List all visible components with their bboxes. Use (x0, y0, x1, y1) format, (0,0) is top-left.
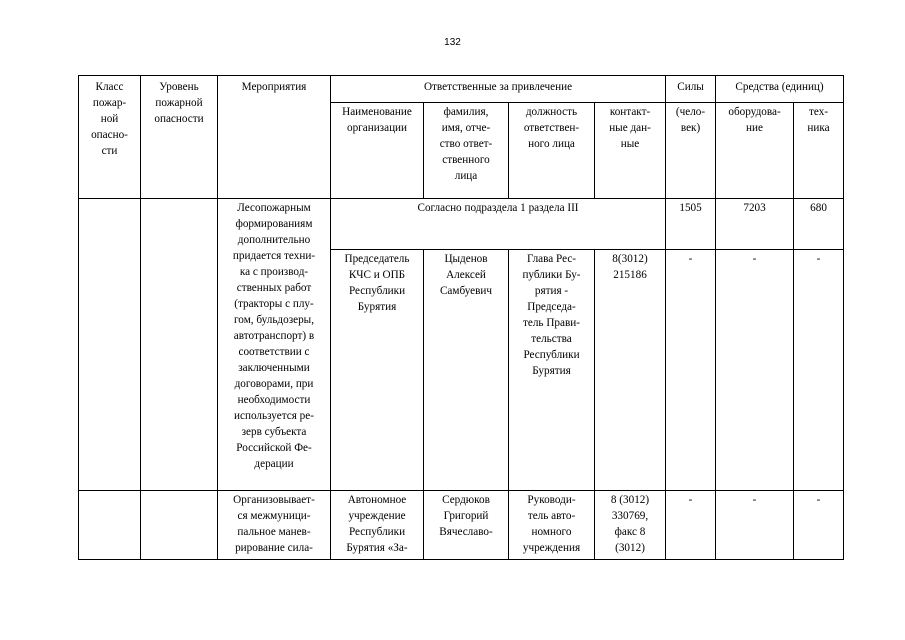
equipment-cell: 7203 (716, 199, 794, 250)
header-means: Средства (единиц) (716, 76, 844, 103)
org-cell: Автономное учреждение Республики Бурятия «За- (331, 491, 424, 560)
page-number: 132 (444, 37, 461, 48)
contact-cell: 8(3012) 215186 (595, 250, 666, 491)
measure-cell: Организовывает- ся межмуници- пальное манев- рирование сила- (218, 491, 331, 560)
table-row (79, 199, 844, 250)
level-cell (141, 491, 218, 560)
equipment-cell: - (716, 491, 794, 560)
class-cell (79, 491, 141, 560)
people-cell: 1505 (666, 199, 716, 250)
header-machinery: тех- ника (794, 102, 844, 198)
header-equipment: оборудова- ние (716, 102, 794, 198)
header-contact: контакт- ные дан- ные (595, 102, 666, 198)
header-level: Уровень пожарной опасности (141, 76, 218, 199)
machinery-cell: - (794, 491, 844, 560)
header-people: (чело- век) (666, 102, 716, 198)
position-cell: Руководи- тель авто- номного учреждения (509, 491, 595, 560)
header-class: Класс пожар- ной опасно- сти (79, 76, 141, 199)
header-row-main (79, 76, 844, 103)
fire-response-table (78, 75, 844, 560)
name-cell: Сердюков Григорий Вячеславо- (424, 491, 509, 560)
header-org: Наименование организации (331, 102, 424, 198)
machinery-cell: 680 (794, 199, 844, 250)
org-cell: Председатель КЧС и ОПБ Республики Бурятия (331, 250, 424, 491)
class-cell (79, 199, 141, 491)
header-measures: Мероприятия (218, 76, 331, 199)
people-cell: - (666, 250, 716, 491)
header-forces: Силы (666, 76, 716, 103)
measure-cell: Лесопожарным формированиям дополнительно придается техни- ка с производ- ственных работ (тракторы с плу- гом, бульдозеры, автотранспорт) в соответствии с заключенными договорами, при необходимости используется ре- зерв субъекта Российской Фе- дерации (218, 199, 331, 491)
table-row (79, 491, 844, 560)
equipment-cell: - (716, 250, 794, 491)
header-name: фамилия, имя, отче- ство ответ- ственного лица (424, 102, 509, 198)
level-cell (141, 199, 218, 491)
header-responsible: Ответственные за привлечение (331, 76, 666, 103)
position-cell: Глава Рес- публики Бу- рятия - Председа- тель Прави- тельства Республики Бурятия (509, 250, 595, 491)
name-cell: Цыденов Алексей Самбуевич (424, 250, 509, 491)
merged-note-cell: Согласно подраздела 1 раздела III (331, 199, 666, 250)
machinery-cell: - (794, 250, 844, 491)
people-cell: - (666, 491, 716, 560)
header-position: должность ответствен- ного лица (509, 102, 595, 198)
contact-cell: 8 (3012) 330769, факс 8 (3012) (595, 491, 666, 560)
